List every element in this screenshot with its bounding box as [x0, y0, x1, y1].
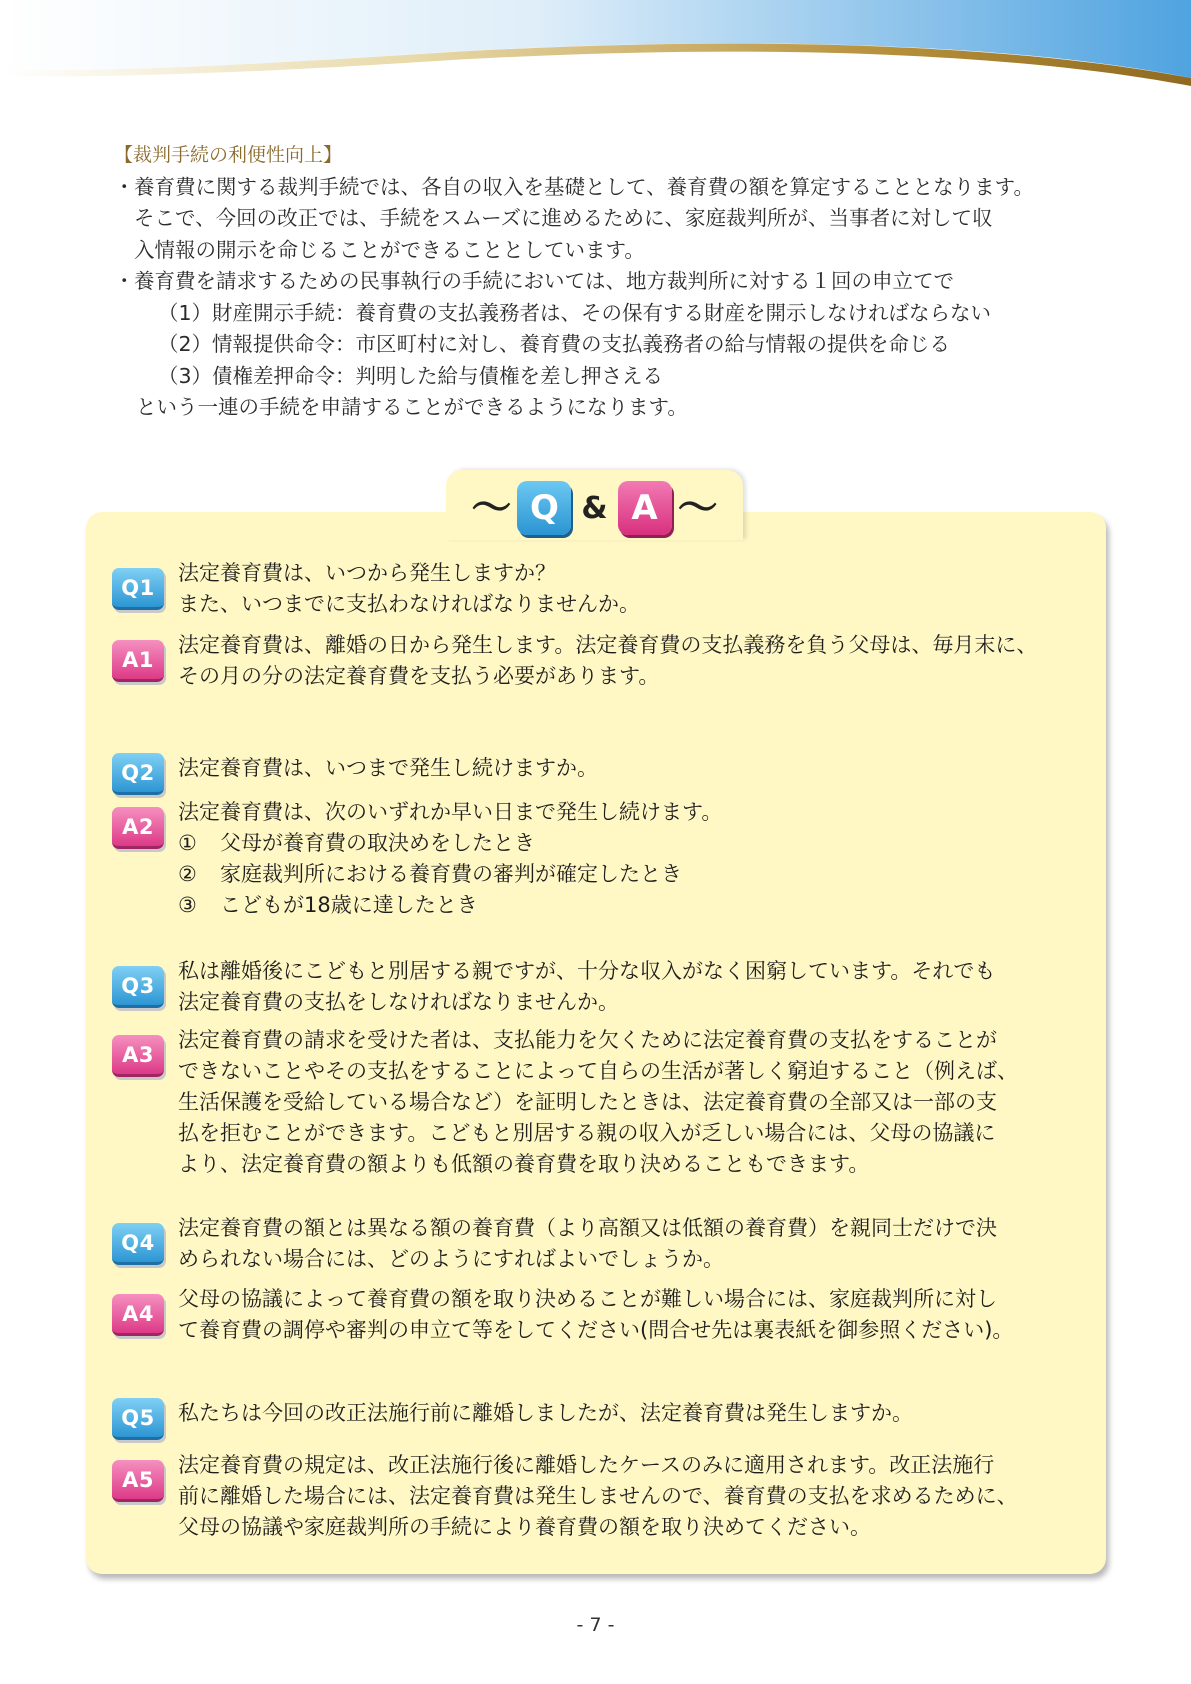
- bullet-text-line: 入情報の開示を命じることができることとしています。: [134, 237, 645, 262]
- answer-list-item: [178, 890, 722, 921]
- procedure-step: （3）債権差押命令：判明した給与債権を差し押さえる: [158, 363, 664, 388]
- question-text-line: められない場合には、どのようにすればよいでしょうか。: [178, 1247, 724, 1271]
- bullet-text-line: 養育費に関する裁判手続では、各自の収入を基礎として、養育費の額を算定することとなります。: [134, 174, 1034, 199]
- answer-text-line: 法定養育費は、次のいずれか早い日まで発生し続けます。: [178, 800, 723, 824]
- q5-badge: Q5: [112, 1398, 164, 1440]
- list-number: ③: [178, 893, 197, 917]
- answer-list-item: [178, 828, 722, 859]
- question-text-line: 私は離婚後にこどもと別居する親ですが、十分な収入がなく困窮しています。それでも: [178, 959, 996, 983]
- list-number: ①: [178, 831, 197, 855]
- answer-4: [112, 1284, 1092, 1346]
- procedure-step: （2）情報提供命令：市区町村に対し、養育費の支払義務者の給与情報の提供を命じる: [158, 332, 951, 356]
- list-number: ②: [178, 862, 197, 886]
- question-text-line: 法定養育費の額とは異なる額の養育費（より高額又は低額の養育費）を親同士だけで決: [178, 1216, 997, 1240]
- answer-text-line: その月の分の法定養育費を支払う必要があります。: [178, 664, 660, 688]
- question-text-line: 法定養育費の支払をしなければなりませんか。: [178, 990, 619, 1014]
- question-text-line: 私たちは今回の改正法施行前に離婚しましたが、法定養育費は発生しますか。: [178, 1401, 913, 1425]
- q3-badge: Q3: [112, 966, 164, 1008]
- answer-text-line: 父母の協議によって養育費の額を取り決めることが難しい場合には、家庭裁判所に対し: [178, 1287, 997, 1311]
- answer-3: [112, 1025, 1092, 1180]
- question-text-line: また、いつまでに支払わなければなりませんか。: [178, 592, 640, 616]
- answer-1: [112, 630, 1092, 692]
- answer-5: [112, 1450, 1092, 1543]
- bullet-mark: ・: [114, 174, 135, 199]
- q4-badge: Q4: [112, 1223, 164, 1265]
- a3-badge: A3: [112, 1035, 164, 1077]
- page-number: - 7 -: [576, 1614, 615, 1636]
- answer-text-line: 法定養育費の請求を受けた者は、支払能力を欠くために法定養育費の支払をすることが: [178, 1028, 997, 1052]
- answer-text-line: 父母の協議や家庭裁判所の手続により養育費の額を取り決めてください。: [178, 1515, 871, 1539]
- question-2: [112, 743, 1092, 795]
- tilde-left: ～: [471, 485, 512, 531]
- answer-text-line: て養育費の調停や審判の申立て等をしてください(問合せ先は裏表紙を御参照ください)。: [178, 1318, 1014, 1342]
- court-procedure-section: [114, 140, 1114, 424]
- answer-text-line: 法定養育費の規定は、改正法施行後に離婚したケースのみに適用されます。改正法施行: [178, 1453, 995, 1477]
- answer-text-line: より、法定養育費の額よりも低額の養育費を取り決めることもできます。: [178, 1152, 870, 1176]
- bullet-text-line: 養育費を請求するための民事執行の手続においては、地方裁判所に対する１回の申立てで: [134, 269, 954, 293]
- list-text: こどもが18歳に達したとき: [220, 893, 478, 917]
- question-1: [112, 558, 1092, 620]
- a1-badge: A1: [112, 640, 164, 682]
- question-text-line: 法定養育費は、いつまで発生し続けますか。: [178, 756, 598, 780]
- tilde-right: ～: [677, 485, 718, 531]
- a5-badge: A5: [112, 1460, 164, 1502]
- answer-2: [112, 797, 1092, 921]
- question-3: [112, 956, 1092, 1018]
- question-5: [112, 1388, 1092, 1440]
- q-letter-icon: Q: [517, 481, 571, 535]
- header-wave-decoration: [0, 0, 1191, 110]
- bullet-item: [114, 172, 1114, 267]
- bullet-text-line: そこで、今回の改正では、手続をスムーズに進めるために、家庭裁判所が、当事者に対して収: [134, 206, 993, 230]
- answer-text-line: できないことやその支払をすることによって自らの生活が著しく窮迫すること（例えば、: [178, 1059, 1018, 1083]
- answer-text-line: 払を拒むことができます。こどもと別居する親の収入が乏しい場合には、父母の協議に: [178, 1121, 996, 1145]
- bullet-mark: ・: [114, 269, 135, 293]
- q2-badge: Q2: [112, 753, 164, 795]
- a-letter-icon: A: [618, 481, 672, 535]
- a4-badge: A4: [112, 1294, 164, 1336]
- a2-badge: A2: [112, 807, 164, 849]
- q1-badge: Q1: [112, 568, 164, 610]
- answer-text-line: 前に離婚した場合には、法定養育費は発生しませんので、養育費の支払を求めるために、: [178, 1484, 1018, 1508]
- procedure-step: （1）財産開示手続：養育費の支払義務者は、その保有する財産を開示しなければならない: [158, 300, 992, 325]
- answer-text-line: 法定養育費は、離婚の日から発生します。法定養育費の支払義務を負う父母は、毎月末に、: [178, 633, 1038, 657]
- answer-list-item: [178, 859, 722, 890]
- bullet-item: [114, 266, 1114, 298]
- list-text: 家庭裁判所における養育費の審判が確定したとき: [220, 862, 682, 886]
- ampersand: &: [581, 490, 608, 526]
- closing-text: という一連の手続を申請することができるようになります。: [136, 395, 688, 419]
- answer-text-line: 生活保護を受給している場合など）を証明したときは、法定養育費の全部又は一部の支: [178, 1090, 997, 1114]
- section-heading: 【裁判手続の利便性向上】: [114, 144, 343, 166]
- list-text: 父母が養育費の取決めをしたとき: [220, 831, 535, 855]
- question-4: [112, 1213, 1092, 1275]
- question-text-line: 法定養育費は、いつから発生しますか？: [178, 561, 556, 585]
- qa-title: [446, 478, 743, 538]
